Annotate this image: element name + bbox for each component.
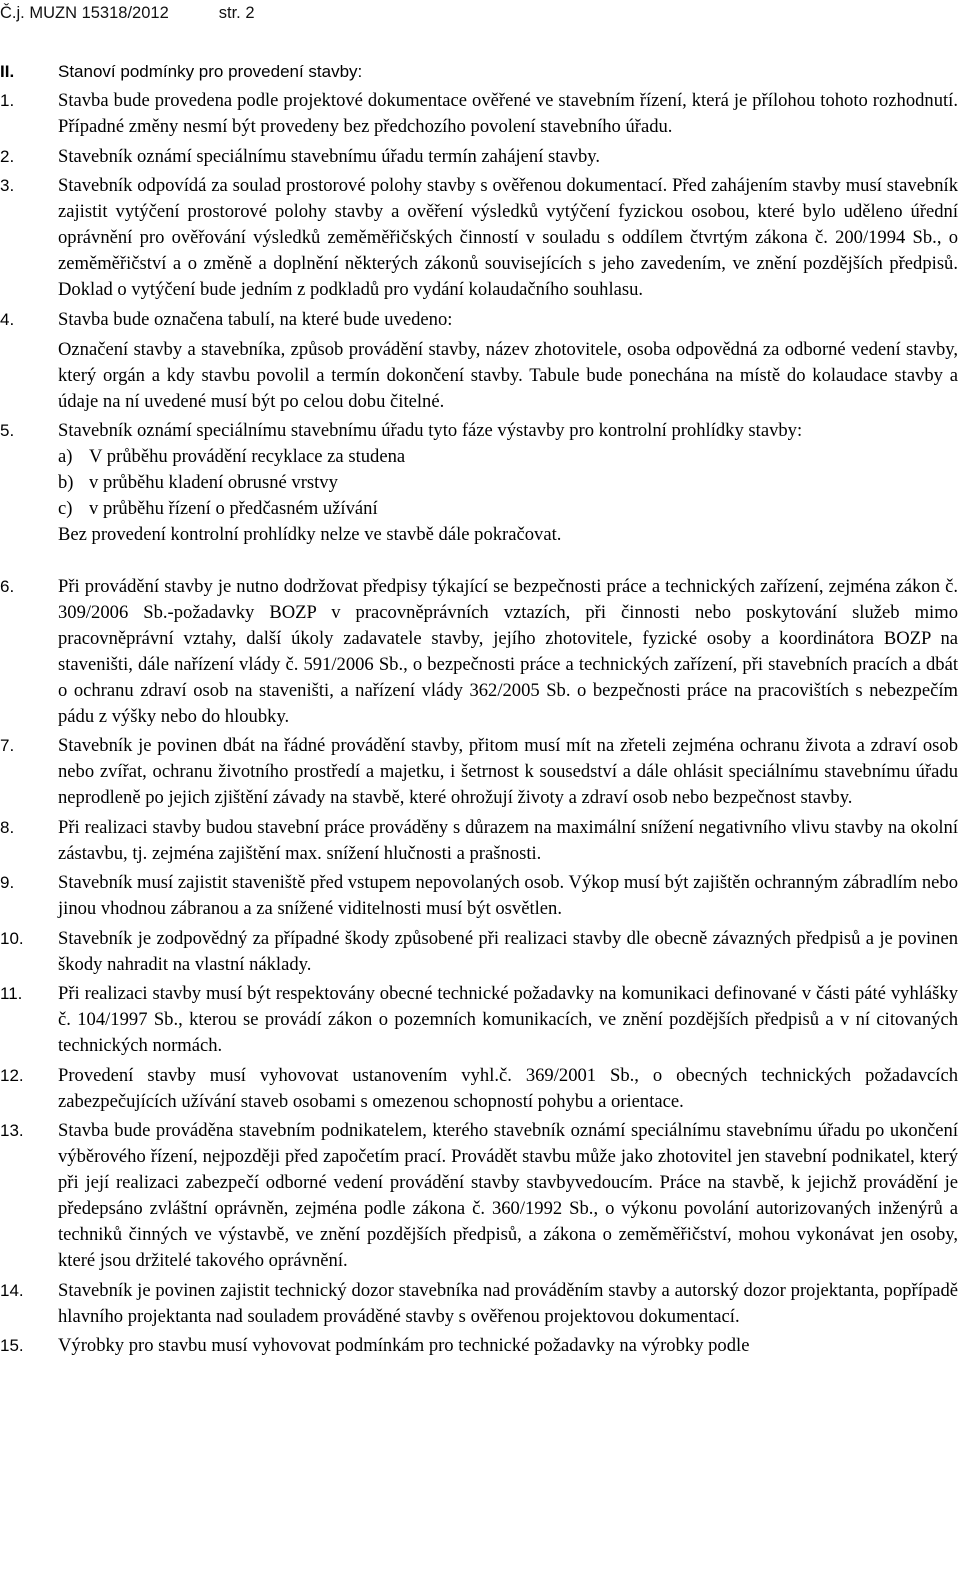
- condition-text: Stavebník je povinen zajistit technický dozor stavebníka nad prováděním stavby a autorský dozor projektanta, popřípadě hlavního projektanta nad souladem prováděné stavby s ověřenou projektovou dokumentací.: [58, 1279, 958, 1327]
- condition-number: 1.: [0, 91, 15, 110]
- condition-body: [58, 981, 958, 1059]
- condition-item: [0, 418, 958, 570]
- condition-item: [0, 144, 958, 170]
- condition-body: [58, 870, 958, 922]
- condition-item: [0, 307, 958, 415]
- condition-number: 5.: [0, 421, 15, 440]
- condition-item: [0, 1333, 958, 1359]
- condition-body: [58, 307, 958, 415]
- condition-body: [58, 574, 958, 730]
- condition-body: [58, 1333, 958, 1359]
- case-number: Č.j. MUZN 15318/2012: [0, 4, 169, 22]
- page-number: str. 2: [218, 4, 255, 22]
- condition-text: Stavebník je zodpovědný za případné škody způsobené při realizaci stavby dle obecně závazných předpisů a je povinen škody nahradit na vlastní náklady.: [58, 927, 958, 975]
- condition-body: [58, 173, 958, 303]
- condition-text: Stavba bude prováděna stavebním podnikatelem, kterého stavebník oznámí speciálnímu stavebnímu úřadu po ukončení výběrového řízení, nejpozději před započetím prací. Provádět stavbu může jako zhotovitel jen stavební podnikatel, který při její realizaci zabezpečí odborné vedení provádění stavby stavbyvedoucím. Práce na stavbě, k jejichž provádění je předepsáno zvláštní oprávněn, zejména podle zákona č. 360/1992 Sb., o výkonu povolání autorizovaných inženýrů a techniků činných ve výstavbě, ve znění pozdějších předpisů, a zákona o zeměměřičství, mohou vykonávat jen osoby, které jsou držitelé takového oprávnění.: [58, 1120, 958, 1271]
- condition-text: Stavba bude označena tabulí, na které bude uvedeno:: [58, 308, 453, 330]
- condition-number: 6.: [0, 576, 15, 596]
- condition-text: Výrobky pro stavbu musí vyhovovat podmínkám pro technické požadavky na výrobky podle: [58, 1335, 750, 1356]
- section-title: Stanoví podmínky pro provedení stavby:: [58, 62, 363, 81]
- section-heading: [0, 62, 362, 82]
- condition-body: [58, 1278, 958, 1330]
- condition-number: 4.: [0, 309, 15, 329]
- condition-item: [0, 88, 958, 140]
- condition-item: [0, 981, 958, 1059]
- condition-number: 14.: [0, 1280, 24, 1300]
- sub-item-text: V průběhu provádění recyklace za studena: [89, 446, 406, 467]
- sub-item-label: a): [58, 446, 73, 467]
- condition-text: Provedení stavby musí vyhovovat ustanovením vyhl.č. 369/2001 Sb., o obecných technických požadavcích zabezpečujících užívání staveb osobami s omezenou schopností pohybu a orientace.: [58, 1064, 958, 1112]
- condition-item: [0, 733, 958, 811]
- condition-text: Stavebník oznámí speciálnímu stavebnímu úřadu termín zahájení stavby.: [58, 145, 600, 167]
- condition-text: Při provádění stavby je nutno dodržovat předpisy týkající se bezpečnosti práce a technických zařízení, zejména zákon č. 309/2006 Sb.-požadavky BOZP v pracovněprávních vztazích, při činnosti nebo poskytování služeb mimo pracovněprávní vztahy, další úkoly zadavatele stavby, jejího zhotovitele, fyzické osoby a koordinátora BOZP na staveništi, dále nařízení vlády č. 591/2006 Sb., o bezpečnosti práce a technických zařízení, při stavebních pracích a dbát o ochranu zdraví osob na staveništi, a nařízení vlády 362/2005 Sb. o bezpečnosti práce na pracovištích s nebezpečím pádu z výšky nebo do hloubky.: [58, 575, 958, 727]
- condition-item: [0, 1063, 958, 1115]
- condition-text: Označení stavby a stavebníka, způsob provádění stavby, název zhotovitele, osoba odpovědná za odborné vedení stavby, který orgán a kdy stavbu povolil a termín dokončení stavby. Tabule bude ponechána na místě do kolaudace stavby a údaje na ní uvedené musí být po celou dobu čitelné.: [58, 338, 958, 412]
- condition-number: 15.: [0, 1336, 24, 1355]
- condition-number: 9.: [0, 873, 15, 892]
- sub-item-label: c): [58, 498, 73, 519]
- condition-number: 13.: [0, 1121, 24, 1140]
- condition-item: [0, 574, 958, 730]
- condition-body: [58, 418, 958, 570]
- condition-item: [0, 926, 958, 978]
- condition-body: [58, 815, 958, 867]
- condition-number: 8.: [0, 817, 15, 837]
- sub-item-text: v průběhu kladení obrusné vrstvy: [89, 472, 338, 493]
- condition-item: [0, 815, 958, 867]
- conditions-list: [0, 88, 958, 1363]
- condition-number: 11.: [0, 984, 23, 1003]
- condition-text: Při realizaci stavby budou stavební práce prováděny s důrazem na maximální snížení negativního vlivu stavby na okolní zástavbu, tj. zejména zajištění max. snížení hlučnosti a prašnosti.: [58, 816, 958, 864]
- condition-number: 7.: [0, 736, 15, 755]
- sub-item: [58, 496, 958, 522]
- condition-item: [0, 173, 958, 303]
- condition-item: [0, 1118, 958, 1274]
- condition-number: 3.: [0, 176, 15, 195]
- condition-text: Stavba bude provedena podle projektové dokumentace ověřené ve stavebním řízení, která je přílohou tohoto rozhodnutí. Případné změny nesmí být provedeny bez předchozího povolení stavebního úřadu.: [58, 90, 958, 137]
- condition-item: [0, 1278, 958, 1330]
- sub-item-label: b): [58, 472, 74, 493]
- condition-text: Stavebník oznámí speciálnímu stavebnímu úřadu tyto fáze výstavby pro kontrolní prohlídky stavby:: [58, 420, 803, 441]
- condition-text: Stavebník je povinen dbát na řádné provádění stavby, přitom musí mít na zřeteli zejména ochranu života a zdraví osob nebo zvířat, ochranu životního prostředí a majetku, i šetrnost k sousedství a dále ohlásit speciálnímu stavebnímu úřadu neprodleně po jejich zjištění závady na stavbě, které ohrožují životy a zdraví osob nebo bezpečnost stavby.: [58, 735, 958, 808]
- sub-item-text: v průběhu řízení o předčasném užívání: [89, 498, 378, 519]
- condition-text: Stavebník odpovídá za soulad prostorové polohy stavby s ověřenou dokumentací. Před zahájením stavby musí stavebník zajistit vytýčení prostorové polohy stavby a ověření výsledků vytýčení fyzickou osobou, které bylo uděleno úřední oprávnění pro ověřování výsledků zeměměřičských činností v souladu s oddílem čtvrtým zákona č. 200/1994 Sb., o zeměměřičství a o změně a doplnění některých zákonů souvisejících s jeho zavedením, ve znění pozdějších předpisů. Doklad o vytýčení bude jedním z podkladů pro vydání kolaudačního souhlasu.: [58, 175, 958, 300]
- condition-body: [58, 733, 958, 811]
- sub-item: [58, 444, 958, 470]
- condition-text: Stavebník musí zajistit staveniště před vstupem nepovolaných osob. Výkop musí být zajištěn ochranným zábradlím nebo jinou vhodnou zábranou a za snížené viditelnosti musí být osvětlen.: [58, 872, 958, 919]
- condition-number: 12.: [0, 1065, 24, 1085]
- condition-text: Při realizaci stavby musí být respektovány obecné technické požadavky na komunikaci definované v části páté vyhlášky č. 104/1997 Sb., kterou se provádí zákon o pozemních komunikacích, ve znění pozdějších předpisů a v ní citovaných technických normách.: [58, 983, 958, 1056]
- condition-item: [0, 870, 958, 922]
- page-header: [0, 4, 255, 23]
- sub-item: [58, 470, 958, 496]
- section-number: II.: [0, 62, 15, 81]
- condition-body: [58, 1118, 958, 1274]
- condition-body: [58, 1063, 958, 1115]
- condition-body: [58, 926, 958, 978]
- condition-body: [58, 144, 958, 170]
- condition-number: 2.: [0, 146, 15, 166]
- condition-closing: Bez provedení kontrolní prohlídky nelze ve stavbě dále pokračovat.: [58, 524, 562, 545]
- condition-body: [58, 88, 958, 140]
- condition-number: 10.: [0, 928, 24, 948]
